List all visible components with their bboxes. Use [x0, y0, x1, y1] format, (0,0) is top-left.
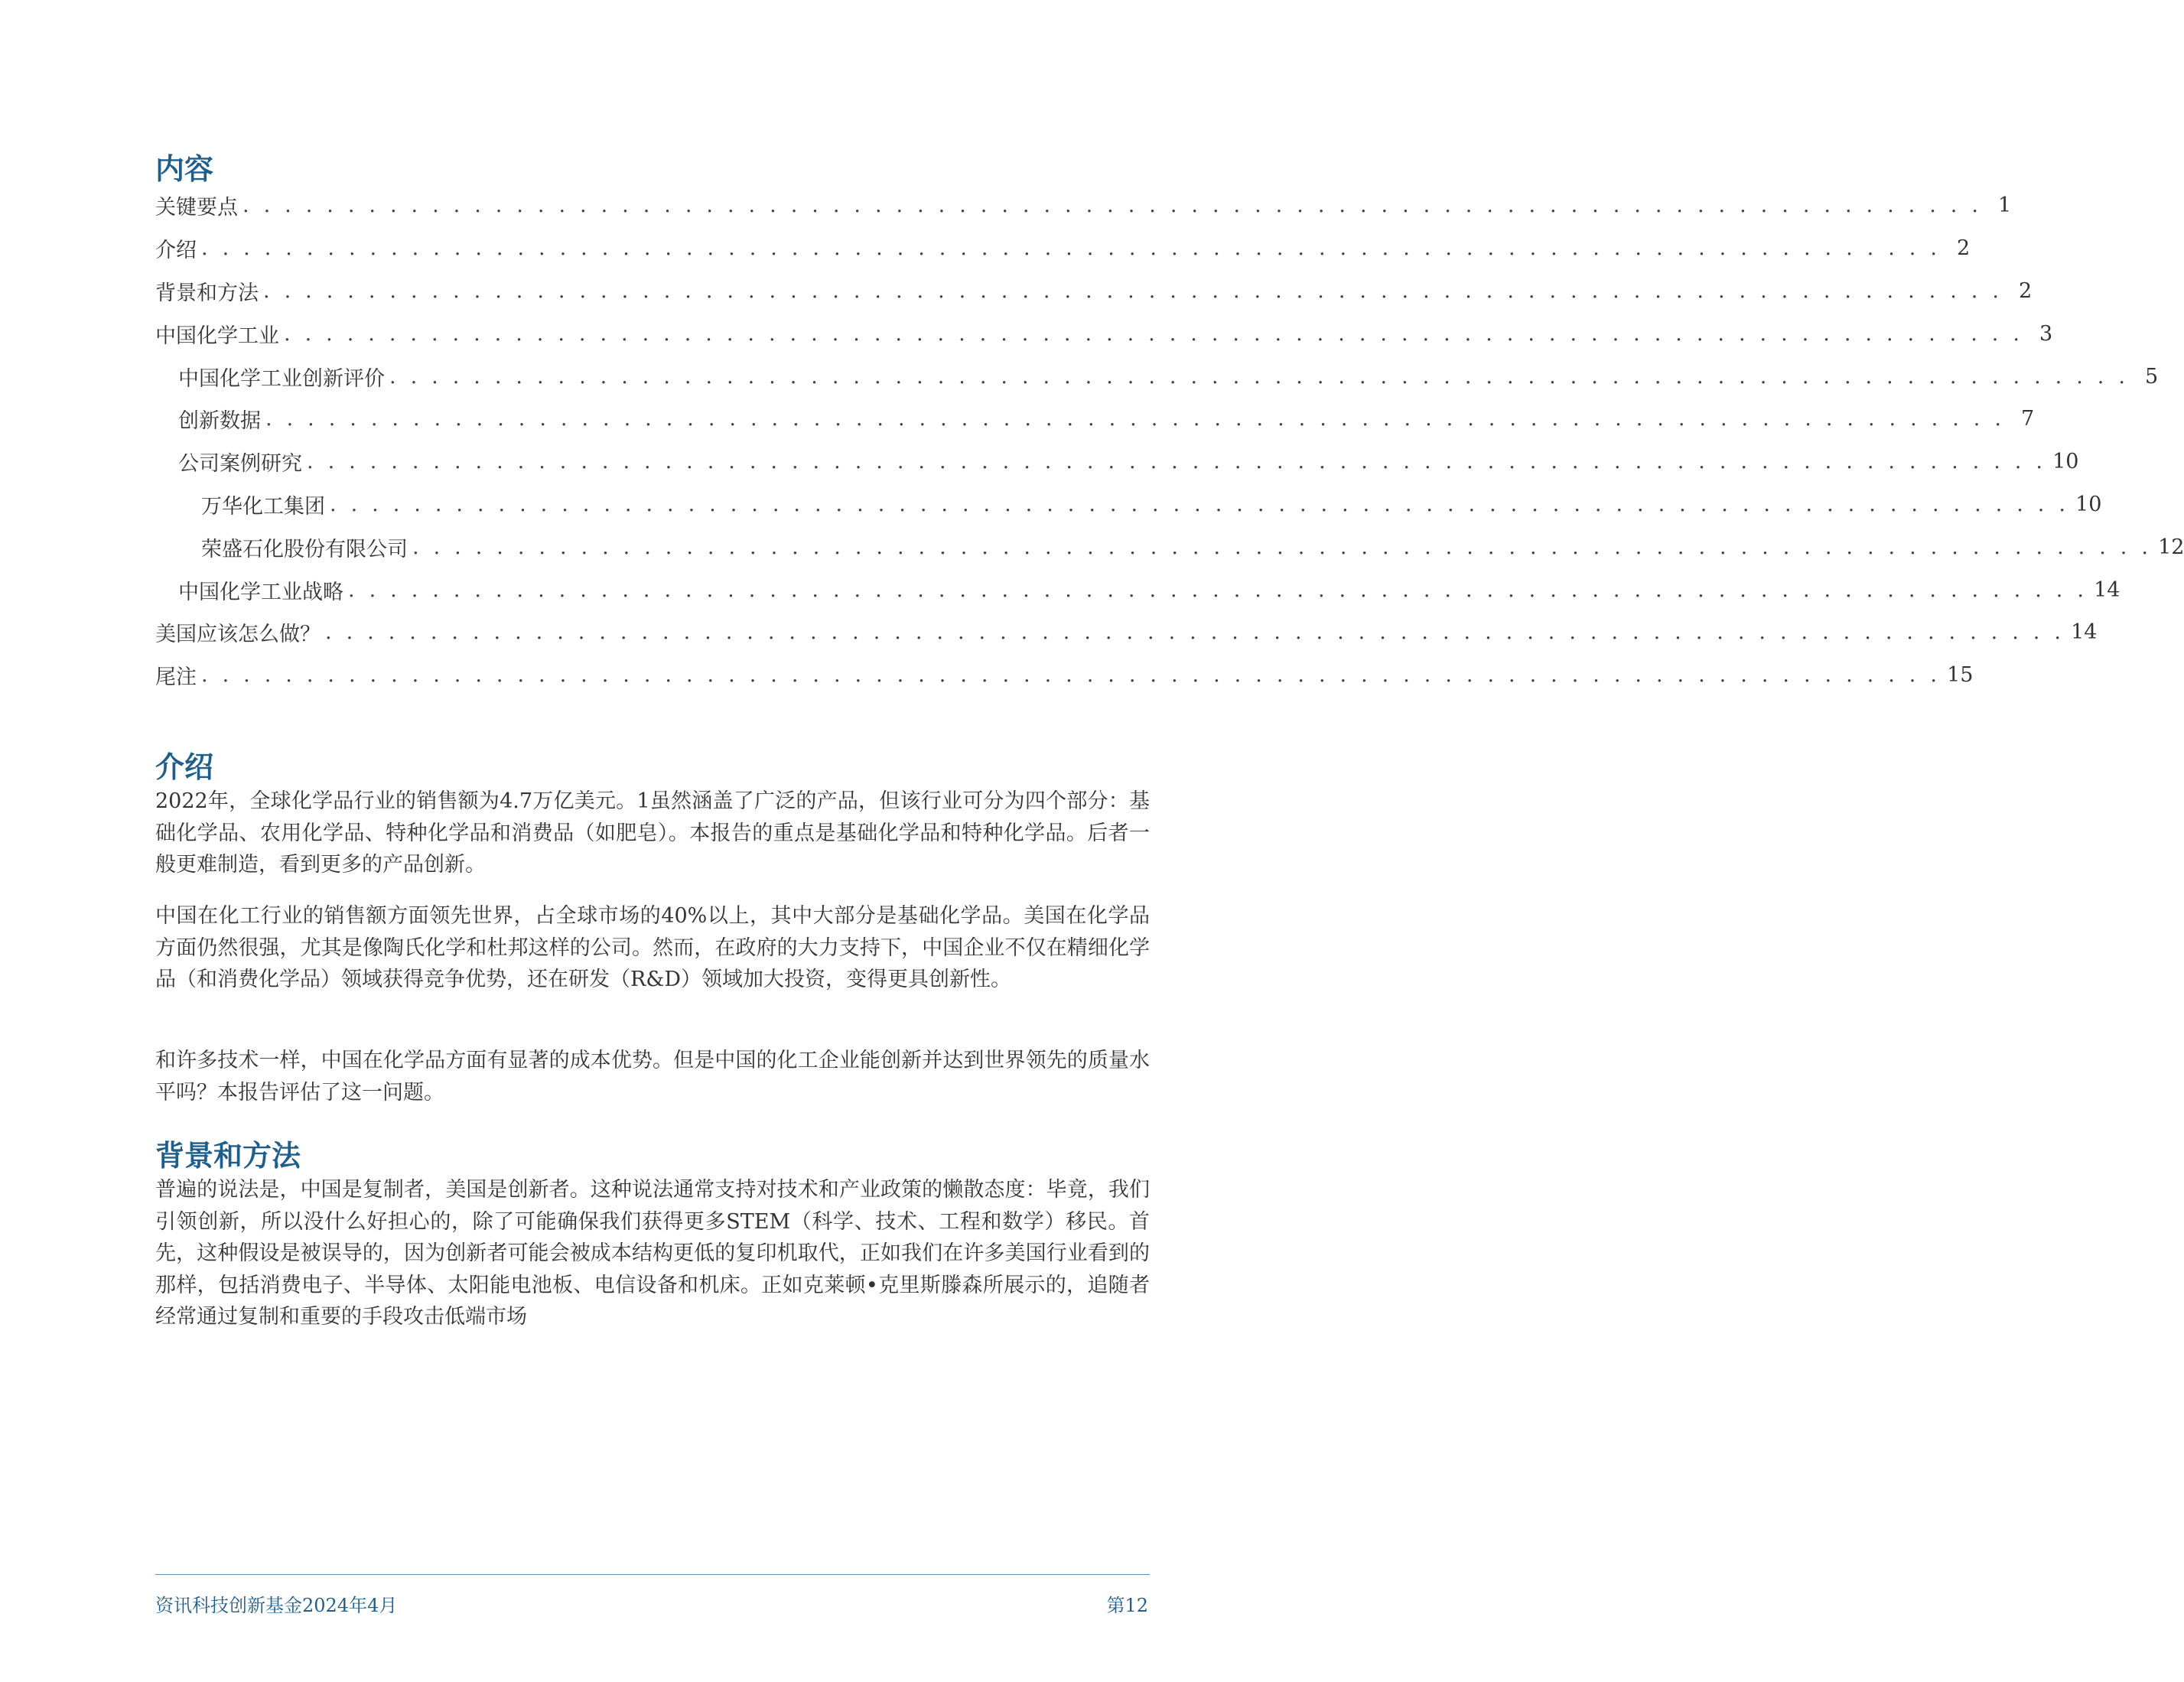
footer-divider — [155, 1574, 1150, 1575]
toc-leader-dots: . . . . . . . . . . . . . . . . . . . . . . . . . . . . . . . . . . . . . . . . . . . . . . . . . . . . . . . . . . . . . . . . . . . . . . . . . . . . . . . . . . . — [201, 663, 1942, 688]
toc-entry-page: 2 — [1956, 236, 1971, 261]
toc-entry-label: 万华化工集团 — [201, 490, 330, 519]
toc-title: 内容 — [155, 152, 214, 186]
toc-entry-label: 中国化学工业 — [155, 319, 284, 349]
toc-entry-page: 1 — [1997, 194, 2012, 218]
toc-entry[interactable] — [155, 611, 2098, 654]
footer-publisher: 资讯科技创新基金2024年4月 — [155, 1595, 398, 1616]
intro-paragraph-1: 2022年，全球化学品行业的销售额为4.7万亿美元。1虽然涵盖了广泛的产品，但该行业可分为四个部分：基础化学品、农用化学品、特种化学品和消费品（如肥皂）。本报告的重点是基础化学品和特种化学品。后者一般更难制造，看到更多的产品创新。 — [155, 789, 1150, 877]
toc-entry[interactable] — [155, 355, 2159, 398]
intro-paragraph-2: 中国在化工行业的销售额方面领先世界，占全球市场的40%以上，其中大部分是基础化学品。美国在化学品方面仍然很强，尤其是像陶氏化学和杜邦这样的公司。然而，在政府的大力支持下，中国企业不仅在精细化学品（和消费化学品）领域获得竞争优势，还在研发（R&D）领域加大投资，变得更具创新性。 — [155, 904, 1150, 991]
toc-entry-page: 5 — [2144, 364, 2159, 389]
toc-entry-label: 创新数据 — [178, 404, 265, 434]
toc-entry-label: 尾注 — [155, 660, 201, 690]
toc-leader-dots: . . . . . . . . . . . . . . . . . . . . . . . . . . . . . . . . . . . . . . . . . . . . . . . . . . . . . . . . . . . . . . . . . . . . . . . . . . . . . . . . . . . — [263, 278, 2003, 303]
toc-entry-label: 介绍 — [155, 233, 201, 263]
toc-entry-label: 中国化学工业创新评价 — [178, 362, 389, 392]
toc-entry[interactable] — [155, 525, 2184, 568]
toc-entry-page: 2 — [2018, 278, 2033, 303]
toc-entry-page: 15 — [1947, 663, 1974, 688]
toc-leader-dots: . . . . . . . . . . . . . . . . . . . . . . . . . . . . . . . . . . . . . . . . . . . . . . . . . . . . . . . . . . . . . . . . . . . . . . . . . . . . . . . . . . . — [330, 492, 2070, 516]
toc-entry[interactable] — [155, 568, 2121, 611]
toc-entry-page: 14 — [2071, 620, 2098, 645]
background-heading: 背景和方法 — [155, 1139, 301, 1173]
toc-leader-dots: . . . . . . . . . . . . . . . . . . . . . . . . . . . . . . . . . . . . . . . . . . . . . . . . . . . . . . . . . . . . . . . . . . . . . . . . . . . . . . . . . . . — [284, 321, 2024, 346]
toc-entry-page: 10 — [2052, 450, 2079, 474]
toc-entry[interactable] — [155, 312, 2053, 355]
toc-entry[interactable] — [155, 483, 2102, 526]
background-paragraph-1: 普遍的说法是，中国是复制者，美国是创新者。这种说法通常支持对技术和产业政策的懒散态度：毕竟，我们引领创新，所以没什么好担心的，除了可能确保我们获得更多STEM（科学、技术、工程和数学）移民。首先，这种假设是被误导的，因为创新者可能会被成本结构更低的复印机取代，正如我们在许多美国行业看到的那样，包括消费电子、半导体、太阳能电池板、电信设备和机床。正如克莱顿•克里斯滕森所展示的，追随者经常通过复制和重要的手段攻击低端市场 — [155, 1178, 1150, 1329]
toc-entry[interactable] — [155, 184, 2012, 227]
toc-entry[interactable] — [155, 398, 2035, 441]
toc-entry-label: 背景和方法 — [155, 276, 263, 306]
footer-page-number: 第12 — [1106, 1595, 1148, 1616]
intro-paragraph-3: 和许多技术一样，中国在化学品方面有显著的成本优势。但是中国的化工企业能创新并达到世界领先的质量水平吗？本报告评估了这一问题。 — [155, 1049, 1150, 1105]
toc-entry-label: 关键要点 — [155, 190, 242, 220]
toc-leader-dots: . . . . . . . . . . . . . . . . . . . . . . . . . . . . . . . . . . . . . . . . . . . . . . . . . . . . . . . . . . . . . . . . . . . . . . . . . . . . . . . . . . . — [201, 236, 1942, 261]
toc-entry-page: 12 — [2158, 535, 2184, 559]
toc-entry-label: 中国化学工业战略 — [178, 575, 348, 605]
table-of-contents — [155, 184, 2184, 697]
toc-entry-page: 10 — [2075, 492, 2102, 516]
toc-entry[interactable] — [155, 227, 1971, 270]
toc-leader-dots: . . . . . . . . . . . . . . . . . . . . . . . . . . . . . . . . . . . . . . . . . . . . . . . . . . . . . . . . . . . . . . . . . . . . . . . . . . . . . . . . . . . — [412, 535, 2153, 559]
toc-entry-page: 7 — [2020, 407, 2035, 431]
intro-heading: 介绍 — [155, 750, 214, 784]
toc-entry[interactable] — [155, 654, 1974, 697]
toc-entry-label: 美国应该怎么做？ — [155, 617, 325, 647]
toc-entry-page: 14 — [2094, 577, 2121, 602]
toc-entry[interactable] — [155, 441, 2079, 483]
toc-entry[interactable] — [155, 270, 2033, 313]
toc-leader-dots: . . . . . . . . . . . . . . . . . . . . . . . . . . . . . . . . . . . . . . . . . . . . . . . . . . . . . . . . . . . . . . . . . . . . . . . . . . . . . . . . . . . — [389, 364, 2130, 389]
toc-leader-dots: . . . . . . . . . . . . . . . . . . . . . . . . . . . . . . . . . . . . . . . . . . . . . . . . . . . . . . . . . . . . . . . . . . . . . . . . . . . . . . . . . . . — [307, 450, 2047, 474]
toc-entry-label: 荣盛石化股份有限公司 — [201, 532, 412, 562]
toc-leader-dots: . . . . . . . . . . . . . . . . . . . . . . . . . . . . . . . . . . . . . . . . . . . . . . . . . . . . . . . . . . . . . . . . . . . . . . . . . . . . . . . . . . . — [325, 620, 2065, 645]
toc-entry-page: 3 — [2039, 321, 2053, 346]
toc-leader-dots: . . . . . . . . . . . . . . . . . . . . . . . . . . . . . . . . . . . . . . . . . . . . . . . . . . . . . . . . . . . . . . . . . . . . . . . . . . . . . . . . . . . — [242, 194, 1983, 218]
toc-leader-dots: . . . . . . . . . . . . . . . . . . . . . . . . . . . . . . . . . . . . . . . . . . . . . . . . . . . . . . . . . . . . . . . . . . . . . . . . . . . . . . . . . . . — [348, 577, 2088, 602]
toc-leader-dots: . . . . . . . . . . . . . . . . . . . . . . . . . . . . . . . . . . . . . . . . . . . . . . . . . . . . . . . . . . . . . . . . . . . . . . . . . . . . . . . . . . . — [265, 407, 2006, 431]
toc-entry-label: 公司案例研究 — [178, 447, 307, 477]
